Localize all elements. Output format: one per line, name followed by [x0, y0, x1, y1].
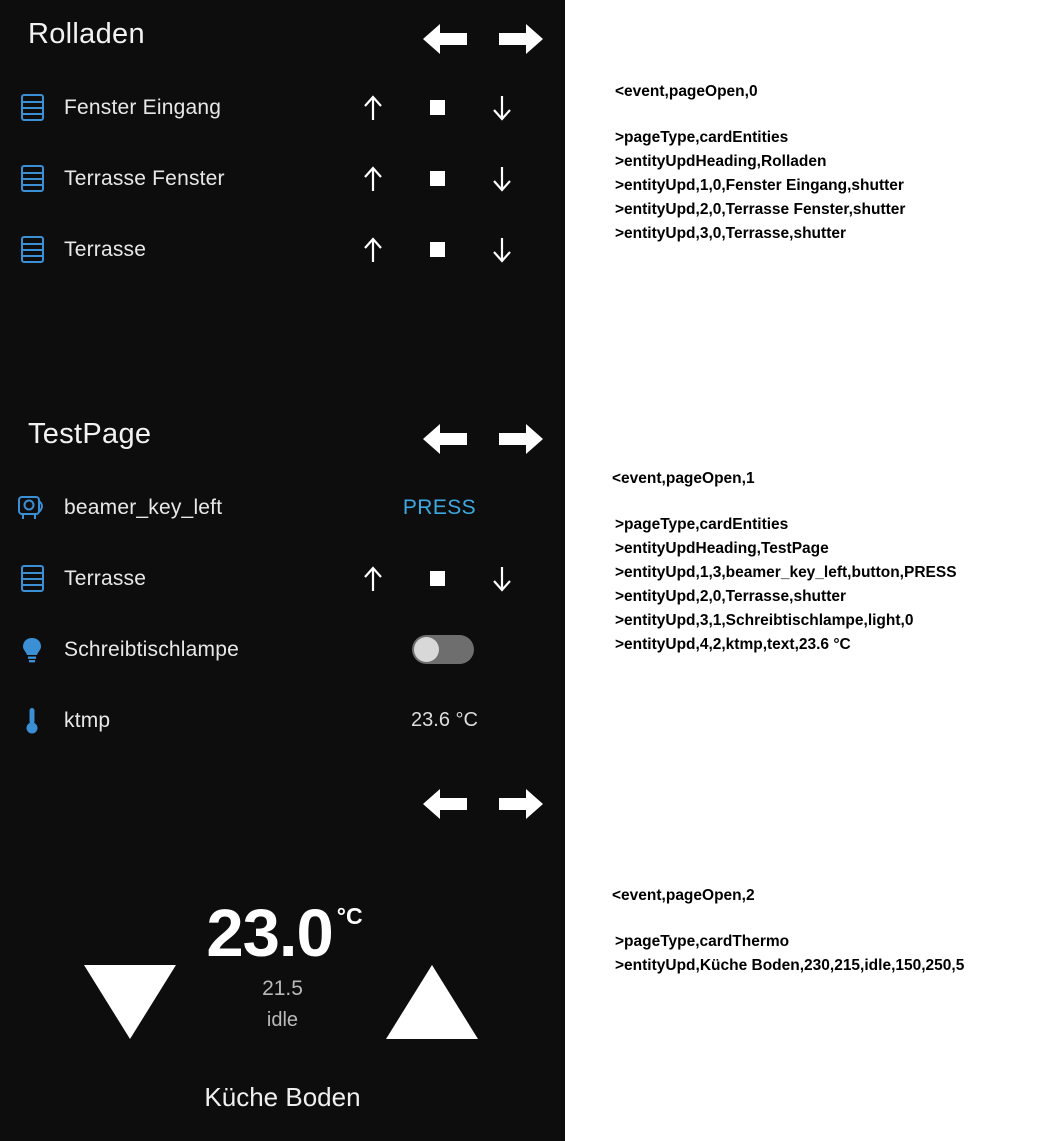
log-command: >entityUpd,3,0,Terrasse,shutter: [615, 225, 847, 242]
entity-list: [0, 472, 565, 756]
log-panel: [565, 0, 1045, 1141]
log-command: >entityUpdHeading,TestPage: [615, 540, 829, 557]
shutter-down-button[interactable]: [479, 166, 525, 192]
log-command: >pageType,cardEntities: [615, 129, 789, 146]
shutter-up-button[interactable]: [350, 237, 396, 263]
current-temperature-value: 23.0: [206, 896, 333, 971]
page-thermo: [0, 765, 565, 1141]
toggle-knob: [414, 637, 439, 662]
arrow-right-icon: [499, 420, 543, 458]
page-navigation: [423, 20, 543, 60]
shutter-stop-button[interactable]: [415, 100, 461, 115]
log-command: >pageType,cardThermo: [615, 933, 790, 950]
arrow-down-icon: [491, 95, 513, 121]
shutter-up-button[interactable]: [350, 566, 396, 592]
prev-page-button[interactable]: [423, 785, 467, 823]
log-command: >entityUpd,1,3,beamer_key_left,button,PRESS: [615, 564, 957, 581]
log-command: >entityUpd,1,0,Fenster Eingang,shutter: [615, 177, 904, 194]
log-event: <event,pageOpen,1: [612, 470, 755, 487]
stop-square-icon: [430, 571, 445, 586]
log-event: <event,pageOpen,0: [615, 83, 758, 100]
current-temperature: [0, 895, 565, 972]
arrow-down-icon: [491, 237, 513, 263]
arrow-up-icon: [362, 95, 384, 121]
entity-label: ktmp: [64, 708, 111, 732]
shutter-stop-button[interactable]: [415, 571, 461, 586]
arrow-down-icon: [491, 566, 513, 592]
shutter-icon: [0, 165, 64, 192]
shutter-controls: [350, 166, 565, 192]
log-entry: [615, 80, 905, 246]
stop-square-icon: [430, 171, 445, 186]
thermostat-name: Küche Boden: [204, 1082, 361, 1112]
shutter-controls: [350, 95, 565, 121]
thermometer-icon: [0, 706, 64, 736]
entity-row: [0, 214, 565, 285]
page-navigation: [423, 785, 543, 825]
light-toggle-wrap: [350, 635, 565, 664]
log-command: >pageType,cardEntities: [615, 516, 789, 533]
arrow-up-icon: [362, 566, 384, 592]
log-command: >entityUpd,2,0,Terrasse Fenster,shutter: [615, 201, 906, 218]
shutter-controls: [350, 237, 565, 263]
log-command: >entityUpdHeading,Rolladen: [615, 153, 827, 170]
shutter-down-button[interactable]: [479, 237, 525, 263]
page-header: [0, 0, 565, 72]
arrow-up-icon: [362, 166, 384, 192]
next-page-button[interactable]: [499, 420, 543, 458]
entity-label: Terrasse Fenster: [64, 166, 225, 190]
prev-page-button[interactable]: [423, 20, 467, 58]
entity-list: [0, 72, 565, 285]
stop-square-icon: [430, 100, 445, 115]
entity-label: Schreibtischlampe: [64, 637, 239, 661]
arrow-right-icon: [499, 20, 543, 58]
shutter-down-button[interactable]: [479, 566, 525, 592]
entity-row: [0, 72, 565, 143]
entity-label: Terrasse: [64, 566, 147, 590]
page-testpage: [0, 400, 565, 765]
shutter-stop-button[interactable]: [415, 242, 461, 257]
temperature-unit: °C: [336, 903, 363, 929]
arrow-up-icon: [362, 237, 384, 263]
lightbulb-icon: [0, 636, 64, 664]
log-entry: [612, 884, 965, 978]
entity-row: [0, 143, 565, 214]
entity-row: [0, 614, 565, 685]
shutter-down-button[interactable]: [479, 95, 525, 121]
arrow-right-icon: [499, 785, 543, 823]
arrow-left-icon: [423, 420, 467, 458]
log-entry: [612, 467, 957, 657]
projector-icon: [0, 495, 64, 521]
log-command: >entityUpd,3,1,Schreibtischlampe,light,0: [615, 612, 914, 629]
page-header: [0, 765, 565, 837]
shutter-stop-button[interactable]: [415, 171, 461, 186]
shutter-up-button[interactable]: [350, 166, 396, 192]
entity-row: [0, 472, 565, 543]
log-command: >entityUpd,2,0,Terrasse,shutter: [615, 588, 847, 605]
entity-label: Fenster Eingang: [64, 95, 222, 119]
arrow-down-icon: [491, 166, 513, 192]
page-title: TestPage: [28, 418, 152, 450]
shutter-controls: [350, 566, 565, 592]
page-navigation: [423, 420, 543, 460]
stop-square-icon: [430, 242, 445, 257]
shutter-icon: [0, 236, 64, 263]
arrow-left-icon: [423, 20, 467, 58]
press-button[interactable]: PRESS: [402, 495, 477, 519]
log-command: >entityUpd,Küche Boden,230,215,idle,150,250,5: [615, 957, 965, 974]
entity-row: [0, 685, 565, 756]
entity-row: [0, 543, 565, 614]
page-header: [0, 400, 565, 472]
shutter-icon: [0, 565, 64, 592]
entity-value: 23.6 °C: [411, 709, 478, 731]
log-event: <event,pageOpen,2: [612, 887, 755, 904]
log-command: >entityUpd,4,2,ktmp,text,23.6 °C: [615, 636, 851, 653]
shutter-icon: [0, 94, 64, 121]
arrow-left-icon: [423, 785, 467, 823]
target-temperature: 21.5: [262, 977, 303, 1000]
entity-label: beamer_key_left: [64, 495, 223, 519]
shutter-up-button[interactable]: [350, 95, 396, 121]
next-page-button[interactable]: [499, 785, 543, 823]
page-title: Rolladen: [28, 18, 145, 50]
light-toggle[interactable]: [412, 635, 474, 664]
thermostat-state: idle: [266, 1009, 299, 1031]
next-page-button[interactable]: [499, 20, 543, 58]
page-rolladen: [0, 0, 565, 400]
entity-label: Terrasse: [64, 237, 147, 261]
prev-page-button[interactable]: [423, 420, 467, 458]
